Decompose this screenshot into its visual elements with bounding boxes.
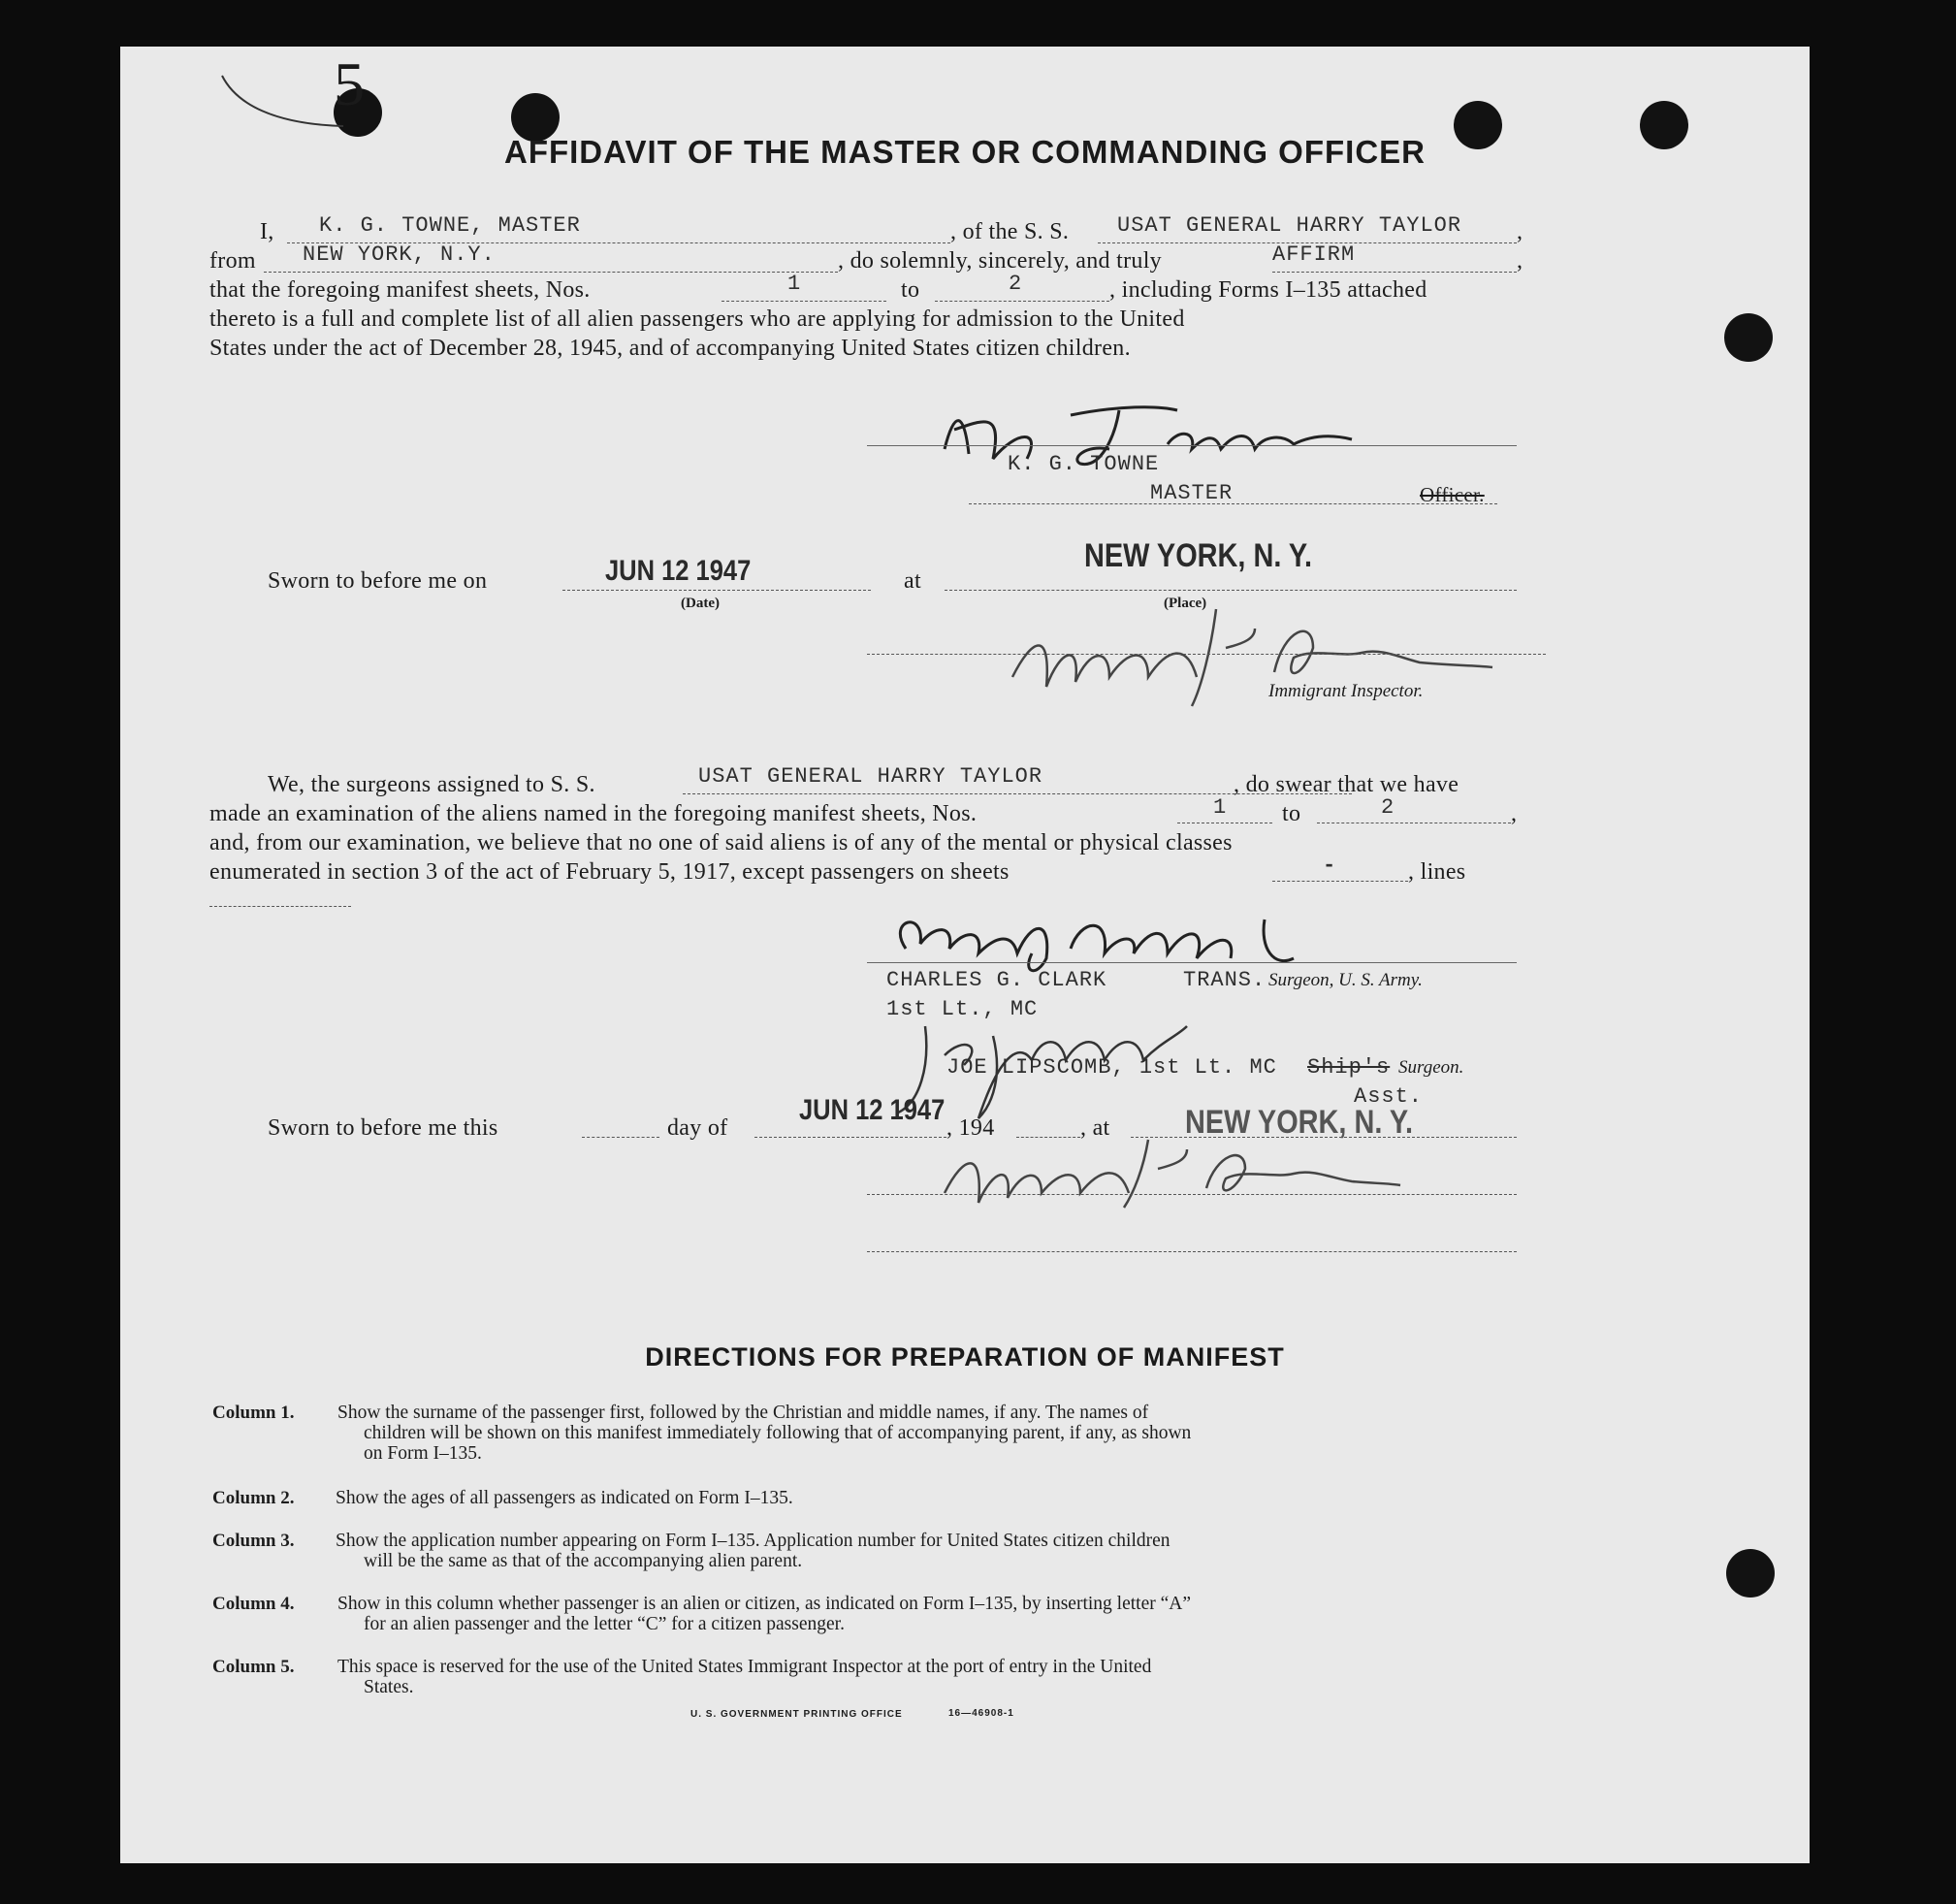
punch-hole	[1726, 1549, 1775, 1597]
sworn-master-label: Sworn to before me on	[268, 568, 488, 594]
column-4-text: Show in this column whether passenger is an alien or citizen, as indicated on Form I–135, by inserting letter “A” for an alien passenger and the letter “C” for a citizen passenger.	[337, 1594, 1191, 1634]
surgeon-2-typed: JOE LIPSCOMB, 1st Lt. MC	[946, 1055, 1277, 1080]
sworn-master-place: NEW YORK, N. Y.	[1084, 537, 1312, 574]
except-sheets: -	[1323, 854, 1337, 878]
inspector-2-signature	[925, 1125, 1410, 1212]
solemnly-text: , do solemnly, sincerely, and truly	[838, 248, 1162, 274]
column-3-label: Column 3.	[212, 1531, 295, 1551]
sworn-surgeons-place: NEW YORK, N. Y.	[1185, 1104, 1413, 1141]
surgeon-2-caption: Surgeon.	[1398, 1057, 1464, 1078]
printer-imprint: U. S. GOVERNMENT PRINTING OFFICE	[690, 1709, 903, 1720]
surgeons-line-1-pre: We, the surgeons assigned to S. S.	[268, 772, 595, 797]
surgeons-sheet-to: 2	[1381, 795, 1395, 820]
surgeons-line-2-pre: made an examination of the aliens named in the foregoing manifest sheets, Nos.	[209, 801, 978, 826]
ship-name: USAT GENERAL HARRY TAYLOR	[1117, 213, 1462, 238]
sheet-from: 1	[787, 272, 802, 296]
page-title: AFFIDAVIT OF THE MASTER OR COMMANDING OFFICER	[503, 134, 1426, 170]
page-number: 5	[334, 49, 365, 118]
column-2-label: Column 2.	[212, 1488, 295, 1508]
day-of-label: day of	[667, 1115, 728, 1141]
punch-hole	[1724, 313, 1773, 362]
sheets-text-1: that the foregoing manifest sheets, Nos.	[209, 277, 591, 303]
oath-word: AFFIRM	[1272, 242, 1356, 267]
inspector-caption: Immigrant Inspector.	[1268, 681, 1424, 701]
year-label: , 194	[946, 1115, 995, 1141]
column-2-text: Show the ages of all passengers as indicated on Form I–135.	[336, 1488, 793, 1508]
affidavit-line-5: States under the act of December 28, 1945, and of accompanying United States citizen children.	[209, 336, 1131, 361]
sworn-master-date: JUN 12 1947	[605, 555, 752, 587]
column-1-label: Column 1.	[212, 1403, 295, 1423]
date-caption: (Date)	[681, 596, 720, 611]
sworn-master-at: at	[904, 568, 921, 594]
sworn-surgeons-label: Sworn to before me this	[268, 1115, 498, 1141]
sheets-text-2: , including Forms I–135 attached	[1109, 277, 1427, 303]
surgeon-1-typed: CHARLES G. CLARK	[886, 968, 1107, 992]
column-4-label: Column 4.	[212, 1594, 295, 1614]
surgeons-to-label: to	[1282, 801, 1301, 826]
surgeon-1-caption: Surgeon, U. S. Army.	[1268, 970, 1423, 990]
i-label: I,	[260, 219, 274, 244]
affidavit-line-4: thereto is a full and complete list of all alien passengers who are applying for admission to the United	[209, 307, 1185, 332]
lines-label: , lines	[1408, 859, 1466, 885]
officer-struck: Officer.	[1420, 483, 1485, 506]
column-1-text: Show the surname of the passenger first, followed by the Christian and middle names, if any. The names of children will be shown on this manifest immediately following that of accompanying parent, if any, as shown on Form I–135.	[337, 1403, 1192, 1464]
surgeon-1-trans: TRANS.	[1183, 968, 1267, 992]
surgeons-ship-name: USAT GENERAL HARRY TAYLOR	[698, 764, 1043, 789]
column-5-text: This space is reserved for the use of the United States Immigrant Inspector at the port of entry in the United States.	[337, 1657, 1152, 1697]
master-typed-name: K. G. TOWNE	[1008, 452, 1160, 476]
master-title: MASTER	[1150, 481, 1234, 505]
surgeons-line-3: and, from our examination, we believe that no one of said aliens is of any of the mental or physical classes	[209, 830, 1233, 855]
from-label: from	[209, 248, 256, 274]
master-name: K. G. TOWNE, MASTER	[319, 213, 581, 238]
surgeon-2-asst: Asst.	[1354, 1084, 1424, 1109]
manifest-page: 5 AFFIDAVIT OF THE MASTER OR COMMANDING OFFICER I, K. G. TOWNE, MASTER , of the S. S. USAT GENERAL HARRY TAYLOR , from NEW YORK, N.Y. , do solemnly, sincerely, and truly AFFIRM , that the foregoing manifest sheets, Nos. 1 to 2 , including Forms I–135 attached thereto is a full and complete list of all alien passengers who are applying for admission to the United States under the act of December 28, 1945, and of accompanying United States citizen children. K. G. TOWNE MASTER Officer. Sworn to before me on JUN 12 1947 (Date) at NEW YORK, N. Y. (Place) Immigrant Inspector. We, the surgeons assigned to S. S. USAT GENERAL HARRY TAYLOR , do swear that we have made an examination of the aliens named in the foregoing manifest sheets, Nos. 1 to 2 , and, from our examination, we believe that no one of said aliens is of any of the mental or physical classes enumerated in section 3 of the act of February 5, 1917, except passengers on sheets - , lines CHARLES G. CLARK TRANS. Surgeon, U. S. Army. 1st Lt., MC JOE LIPSCOMB, 1st Lt. MC Ship's Surgeon. Asst. Sworn to before me this day of JUN 12 1947 , 194 , at NEW YORK, N. Y. DIRECTIONS FOR PREPARATION OF MANIFEST Column 1. Show the surname of the passenger first, followed by the Christian and middle names, if any. The names of children will be shown on this manifest immediately following that of accompanying parent, if any, as shown on Form I–135. Column 2. Show the ages of all passengers as indicated on Form I–135. Column 3. Show the application number appearing on Form I–135. Application number for United States citizen children will be the same as that of the accompanying alien parent. Column 4. Show in this column whether passenger is an alien or citizen, as indicated on Form I–135, by inserting letter “A” for an alien passenger and the letter “C” for a citizen passenger. Column 5. This space is reserved for the use of the United States Immigrant Inspector at the port of entry in the United States. U. S. GOVERNMENT PRINTING OFFICE 16—46908-1	[120, 47, 1810, 1863]
directions-title: DIRECTIONS FOR PREPARATION OF MANIFEST	[645, 1342, 1285, 1372]
surgeons-line-4-pre: enumerated in section 3 of the act of February 5, 1917, except passengers on sheets	[209, 859, 1010, 885]
surgeon-2-struck: Ship's	[1307, 1055, 1391, 1080]
sworn-surgeons-at: , at	[1080, 1115, 1110, 1141]
surgeon-1-signature	[877, 900, 1362, 978]
surgeons-line-1-post: , do swear that we have	[1234, 772, 1459, 797]
of-the-ss-label: , of the S. S.	[950, 219, 1070, 244]
sheet-to: 2	[1009, 272, 1023, 296]
form-code: 16—46908-1	[948, 1708, 1014, 1719]
column-3-text: Show the application number appearing on Form I–135. Application number for United States citizen children will be the same as that of the accompanying alien parent.	[336, 1531, 1170, 1571]
to-label: to	[901, 277, 920, 303]
corner-scribble	[217, 66, 353, 134]
place-caption: (Place)	[1164, 596, 1207, 611]
sworn-surgeons-date: JUN 12 1947	[799, 1094, 946, 1126]
surgeon-1-rank: 1st Lt., MC	[886, 997, 1039, 1021]
from-place: NEW YORK, N.Y.	[303, 242, 496, 267]
column-5-label: Column 5.	[212, 1657, 295, 1677]
surgeons-sheet-from: 1	[1213, 795, 1228, 820]
